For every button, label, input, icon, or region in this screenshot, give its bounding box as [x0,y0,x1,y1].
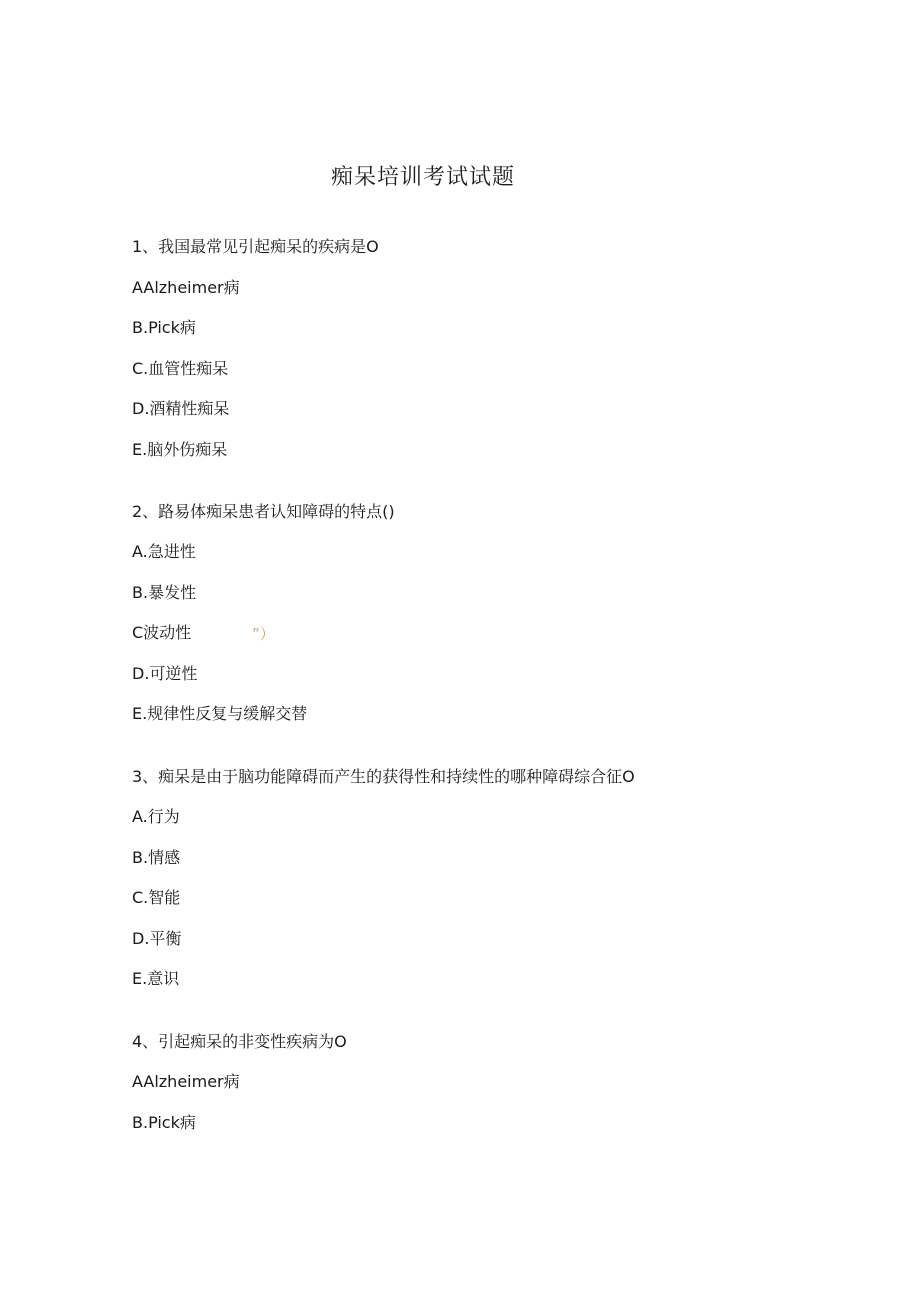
question-3-option-c: C.智能 [132,888,181,907]
question-1-stem: 1、我国最常见引起痴呆的疾病是O [132,237,379,256]
question-3-option-a: A.行为 [132,807,180,826]
question-2-option-e: E.规律性反复与缓解交替 [132,704,308,723]
question-2-option-c: C波动性 [132,623,192,642]
question-1-option-d: D.酒精性痴呆 [132,399,230,418]
question-2-option-d: D.可逆性 [132,664,198,683]
question-2-option-b: B.暴发性 [132,583,197,602]
margin-mark: ”） [252,625,275,643]
question-2-option-a: A.急进性 [132,542,196,561]
question-2-stem: 2、路易体痴呆患者认知障碍的特点() [132,502,395,521]
question-1-option-b: B.Pick病 [132,318,196,337]
question-3-option-d: D.平衡 [132,929,182,948]
question-1-option-a: AAlzheimer病 [132,278,240,297]
question-4-option-a: AAlzheimer病 [132,1072,240,1091]
question-4-option-b: B.Pick病 [132,1113,196,1132]
question-3-option-b: B.情感 [132,848,181,867]
question-1-option-c: C.血管性痴呆 [132,359,229,378]
question-3-option-e: E.意识 [132,969,180,988]
question-4-stem: 4、引起痴呆的非变性疾病为O [132,1032,347,1051]
page-title: 痴呆培训考试试题 [330,165,515,190]
question-1-option-e: E.脑外伤痴呆 [132,440,228,459]
question-3-stem: 3、痴呆是由于脑功能障碍而产生的获得性和持续性的哪种障碍综合征O [132,767,635,786]
